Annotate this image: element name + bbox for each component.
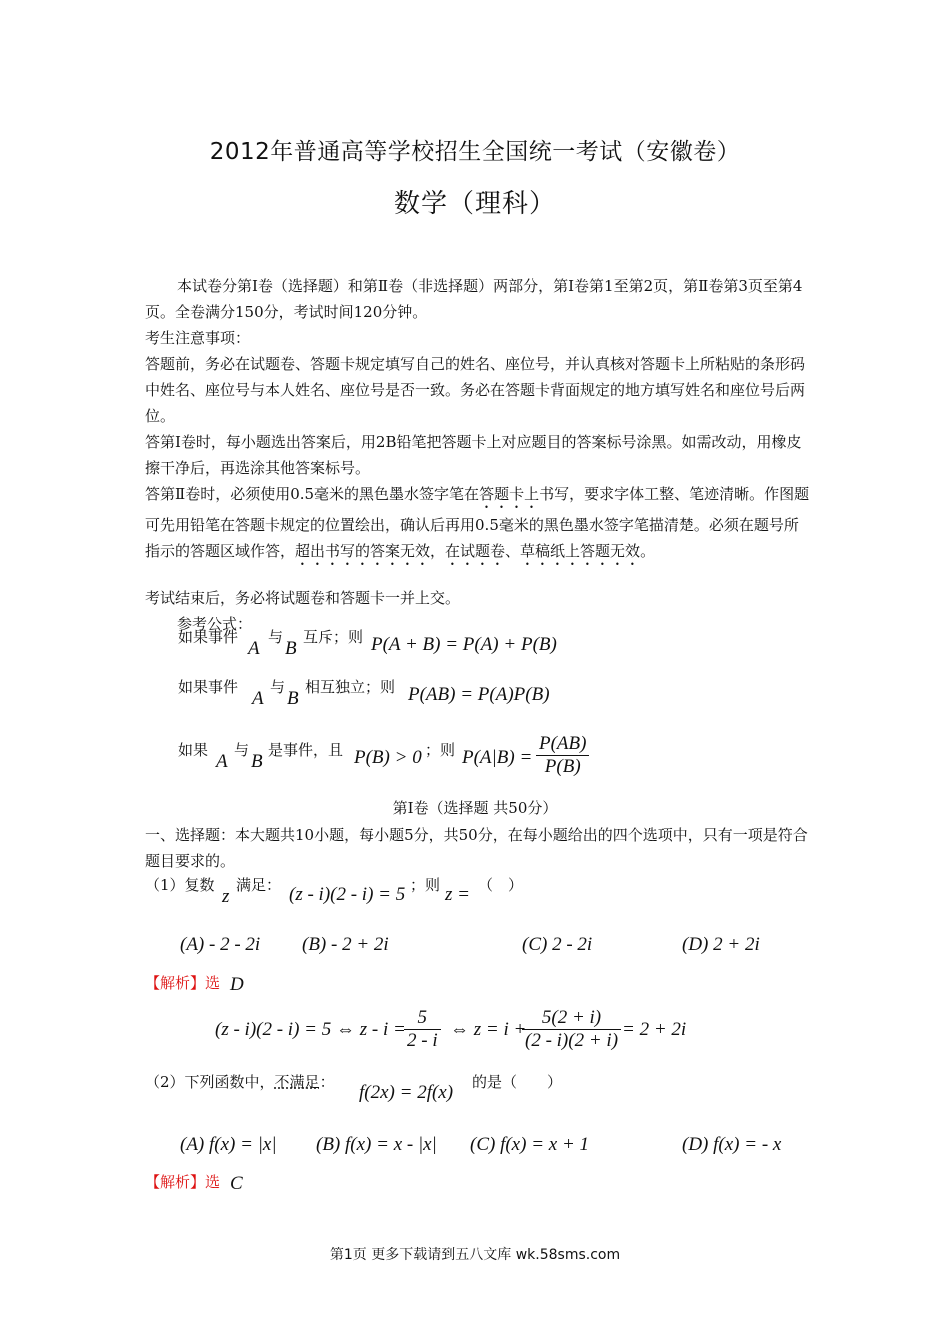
q1-option-a: (A) - 2 - 2i xyxy=(180,934,261,955)
page-footer: 第1页 更多下载请到五八文库 wk.58sms.com xyxy=(329,1247,621,1263)
section-description: 一、选择题：本大题共10小题，每小题5分，共50分，在每小题给出的四个选项中，只有一项是符合题目要求的。 xyxy=(145,826,808,870)
formula-2-event-b: B xyxy=(287,688,299,709)
q1-solution-fraction-1 xyxy=(404,1007,441,1052)
q1-stem-a: （1）复数 xyxy=(145,876,215,894)
q1-solution-part-a: (z - i)(2 - i) = 5 ⇔ z - i = xyxy=(215,1019,406,1040)
formula-3-lhs: P(A|B) = xyxy=(462,747,533,768)
q1-option-d: (D) 2 + 2i xyxy=(682,934,760,955)
formula-1-event-b: B xyxy=(285,638,297,659)
formula-3-and: 与 xyxy=(234,741,250,759)
q2-stem-b: ： xyxy=(319,1073,335,1091)
notice-3-comma: ， xyxy=(430,542,446,560)
section-heading: 第Ⅰ卷（选择题 共50分） xyxy=(392,799,558,817)
formula-3-numerator: P(AB) xyxy=(536,733,589,756)
notice-3-period: 。 xyxy=(640,542,656,560)
formula-1-pre: 如果事件 xyxy=(178,628,239,646)
q1-solution-part-c: = 2 + 2i xyxy=(622,1019,687,1040)
q2-stem-c: 的是（ ） xyxy=(472,1073,563,1091)
notice-item-4: 考试结束后，务必将试题卷和答题卡一并上交。 xyxy=(145,589,461,607)
q1-fraction-1-denominator: 2 - i xyxy=(407,1030,438,1051)
notice-heading: 考生注意事项： xyxy=(145,329,251,347)
q1-equation: (z - i)(2 - i) = 5 xyxy=(289,884,406,905)
formula-2-mid: 相互独立；则 xyxy=(305,678,396,696)
emphasis-answer-card: 答题卡上 xyxy=(479,485,540,503)
emphasis-invalid-draft: 在试题卷、草稿纸上答题无效 xyxy=(445,542,641,560)
q1-equation-z: z = xyxy=(445,884,470,905)
formula-1-mid: 互斥；则 xyxy=(303,628,364,646)
q1-option-b: (B) - 2 + 2i xyxy=(302,934,389,955)
notice-item-3 xyxy=(145,481,810,569)
q2-option-c: (C) f(x) = x + 1 xyxy=(470,1134,590,1155)
q1-fraction-1-numerator: 5 xyxy=(404,1007,441,1030)
exam-subtitle: 数学（理科） xyxy=(393,189,556,219)
q1-fraction-2-denominator: (2 - i)(2 + i) xyxy=(525,1030,619,1051)
formula-3-fraction xyxy=(536,733,589,778)
formula-3-mid: 是事件，且 xyxy=(268,741,344,759)
formula-3-pre: 如果 xyxy=(178,741,209,759)
formula-3-event-a: A xyxy=(216,751,228,772)
formula-2-expression: P(AB) = P(A)P(B) xyxy=(408,684,550,705)
formula-3-denominator: P(B) xyxy=(544,756,581,777)
q1-stem-b: 满足： xyxy=(236,876,282,894)
notice-item-2: 答第Ⅰ卷时，每小题选出答案后，用2B铅笔把答题卡上对应题目的答案标号涂黑。如需改动，用橡皮擦干净后，再选涂其他答案标号。 xyxy=(145,433,802,477)
q1-answer-blank: （ ） xyxy=(478,876,524,894)
q1-answer: D xyxy=(230,974,244,995)
emphasis-invalid-answer: 超出书写的答案无效 xyxy=(295,542,431,560)
q2-option-d: (D) f(x) = - x xyxy=(682,1134,782,1155)
q2-stem xyxy=(145,1071,335,1092)
q2-option-b: (B) f(x) = x - |x| xyxy=(316,1134,437,1155)
formula-1 xyxy=(178,626,238,647)
formula-1-and: 与 xyxy=(268,628,284,646)
q2-option-a: (A) f(x) = |x| xyxy=(180,1134,277,1155)
notice-3-text-b: 书写，要求字体工整、笔迹清晰。作图题可先用铅笔在答题卡规定的位置绘出，确认后再用0.5毫米的黑色墨水签字笔描清楚。必须在题号所指示的答题区域作答， xyxy=(145,485,810,560)
formula-3-condition: P(B) > 0 xyxy=(354,747,422,768)
q2-stem-a: （2）下列函数中， xyxy=(145,1073,275,1091)
q2-equation: f(2x) = 2f(x) xyxy=(359,1082,454,1103)
formula-1-event-a: A xyxy=(248,638,260,659)
notice-3-text-a: 答第Ⅱ卷时，必须使用0.5毫米的黑色墨水签字笔在 xyxy=(145,485,480,503)
q1-option-c: (C) 2 - 2i xyxy=(522,934,593,955)
q1-analysis-label: 【解析】选 xyxy=(145,974,221,992)
q1-fraction-2-numerator: 5(2 + i) xyxy=(522,1007,621,1030)
exam-title: 2012年普通高等学校招生全国统一考试（安徽卷） xyxy=(209,139,741,165)
notice-item-1: 答题前，务必在试题卷、答题卡规定填写自己的姓名、座位号，并认真核对答题卡上所粘贴的条形码中姓名、座位号与本人姓名、座位号是否一致。务必在答题卡背面规定的地方填写姓名和座位号后两位。 xyxy=(145,355,806,425)
formula-heading: 参考公式： xyxy=(177,615,253,633)
q1-solution-part-b: ⇔ z = i + xyxy=(450,1019,527,1040)
q2-stem-emphasis: 不满足 xyxy=(274,1073,320,1091)
formula-3-then: ；则 xyxy=(425,741,456,759)
q2-answer: C xyxy=(230,1173,243,1194)
formula-2-and: 与 xyxy=(270,678,286,696)
q1-stem-c: ；则 xyxy=(410,876,441,894)
formula-2-pre: 如果事件 xyxy=(178,678,239,696)
formula-2-event-a: A xyxy=(252,688,264,709)
formula-1-expression: P(A + B) = P(A) + P(B) xyxy=(371,634,557,655)
q2-analysis-label: 【解析】选 xyxy=(145,1173,221,1191)
q1-variable-z: z xyxy=(222,886,230,907)
intro-paragraph: 本试卷分第Ⅰ卷（选择题）和第Ⅱ卷（非选择题）两部分，第Ⅰ卷第1至第2页，第Ⅱ卷第3页至第4页。全卷满分150分，考试时间120分钟。 xyxy=(145,277,803,321)
formula-3-event-b: B xyxy=(251,751,263,772)
q1-solution-fraction-2 xyxy=(522,1007,621,1052)
